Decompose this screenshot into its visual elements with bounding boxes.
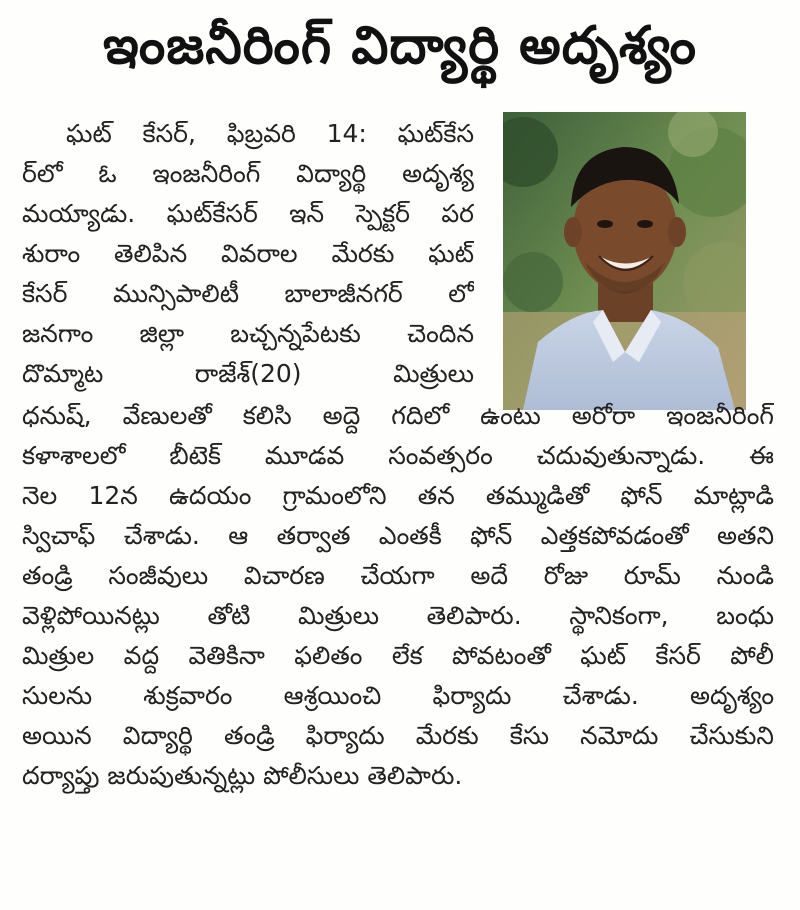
student-photo-image — [503, 112, 746, 410]
article-line: దర్యాప్తు జరుపుతున్నట్లు పోలీసులు తెలిపారు. — [22, 761, 463, 790]
article-line: మయ్యాడు. ఘట్‌కేసర్ ఇన్ స్పెక్టర్ పర — [22, 199, 474, 228]
article-line: జనగాం జిల్లా బచ్చన్నపేటకు చెందిన — [22, 319, 474, 348]
article-line: ఘట్ కేసర్, ఫిబ్రవరి 14: ఘట్‌కేస — [66, 119, 474, 148]
article-line: కేసర్ మున్సిపాలిటీ బాలాజీనగర్ లో — [22, 279, 474, 308]
student-photo — [503, 112, 746, 410]
article-line: సులను శుక్రవారం ఆశ్రయించి ఫిర్యాదు చేశాడు. అదృశ్యం — [22, 681, 774, 710]
article-line: ధనుష్, వేణులతో కలిసి అద్దె గదిలో ఉంటు అరోరా ఇంజనీరింగ్ — [22, 401, 774, 430]
article-line: ర్‌లో ఓ ఇంజనీరింగ్ విద్యార్థి అదృశ్య — [22, 159, 474, 188]
article-line: అయిన విద్యార్థి తండ్రి ఫిర్యాదు మేరకు కేసు నమోదు చేసుకుని — [22, 721, 774, 750]
article-line: స్విచాఫ్ చేశాడు. ఆ తర్వాత ఎంతకీ ఫోన్ ఎత్తకపోవడంతో అతని — [22, 521, 774, 550]
article-line: శురాం తెలిపిన వివరాల మేరకు ఘట్ — [22, 239, 474, 268]
article-line: వెళ్లిపోయినట్లు తోటి మిత్రులు తెలిపారు. స్థానికంగా, బంధు — [22, 601, 774, 630]
article-line: కళాశాలలో బీటెక్ మూడవ సంవత్సరం చదువుతున్నాడు. ఈ — [22, 441, 774, 470]
article-line: తండ్రి సంజీవులు విచారణ చేయగా అదే రోజు రూమ్ నుండి — [22, 561, 774, 590]
article-line: నెల 12న ఉదయం గ్రామంలోని తన తమ్ముడితో ఫోన్ మాట్లాడి — [22, 481, 774, 510]
article-line: మిత్రుల వద్ద వెతికినా ఫలితం లేక పోవటంతో ఘట్ కేసర్ పోలీ — [22, 641, 774, 670]
headline: ఇంజనీరింగ్ విద్యార్థి అదృశ్యం — [103, 15, 697, 76]
article-line: దొమ్మాట రాజేశ్(20) మిత్రులు — [22, 359, 474, 388]
